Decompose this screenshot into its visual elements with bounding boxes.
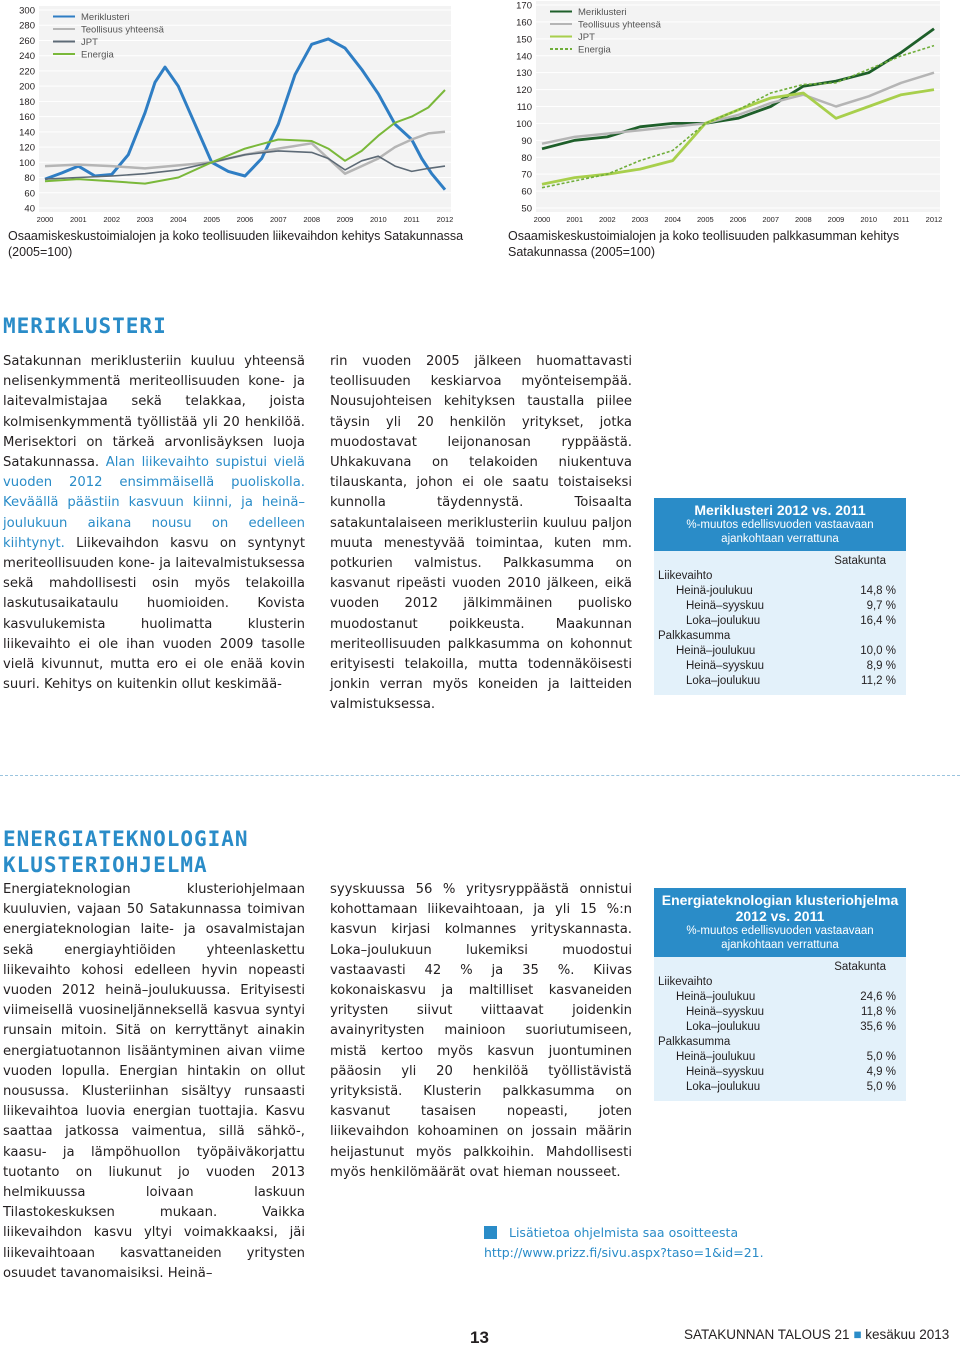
legend-label: Teollisuus yhteensä — [81, 24, 164, 36]
meriklusteri-stats-box — [654, 498, 906, 695]
x-tick-label: 2006 — [729, 215, 747, 224]
box-row-label: Heinä–syyskuu — [686, 1066, 764, 1078]
box-group-label — [654, 629, 906, 644]
box-row — [654, 1050, 906, 1065]
footer-separator: ■ — [853, 1327, 862, 1342]
box-group-label — [654, 975, 906, 990]
section-title-energiateknologia — [3, 826, 249, 878]
chart-revenue — [0, 0, 470, 228]
box-row-value — [826, 975, 906, 990]
x-tick-label: 2010 — [860, 215, 878, 224]
x-tick-label: 2006 — [236, 215, 254, 224]
meriklusteri-intro: Satakunnan meriklusteriin kuuluu yhteensä nelisenkymmentä meriteollisuuden kone- ja laitevalmistajaa sekä telakkaa, joista kolmisenkymmentä työllistää yli 20 henkilöä. Merisektori on tärkeä arvonlisäyksen luoja Satakunnassa. — [3, 354, 305, 471]
y-tick-label: 140 — [516, 51, 532, 63]
box-group-label — [654, 1035, 906, 1050]
y-tick-label: 240 — [19, 51, 35, 63]
y-tick-label: 130 — [516, 68, 532, 80]
footer-publication — [684, 1327, 949, 1342]
box-title: Energiateknologian klusteriohjelma 2012 vs. 2011 — [661, 892, 899, 924]
x-tick-label: 2007 — [269, 215, 287, 224]
page-number: 13 — [470, 1328, 489, 1347]
x-tick-label: 2012 — [925, 215, 943, 224]
box-row-value: 24,6 % — [860, 991, 896, 1003]
box-row-value — [826, 1035, 906, 1050]
box-row-value: 4,9 % — [866, 1066, 896, 1078]
box-row-value: 16,4 % — [860, 615, 896, 627]
meriklusteri-highlight: Alan liikevaihto supistui vielä vuoden 2012 ensimmäisellä puoliskolla. Keväällä päästiin kasvuun kiinni, ja heinä–joulukuun aikana nousu on edelleen kiihtynyt. — [3, 455, 305, 551]
y-tick-label: 140 — [19, 127, 35, 139]
y-tick-label: 60 — [24, 188, 35, 200]
box-row-value — [826, 569, 906, 584]
box-row-label: Loka–joulukuu — [686, 615, 761, 627]
y-tick-label: 220 — [19, 66, 35, 78]
y-tick-label: 260 — [19, 35, 35, 47]
x-tick-label: 2004 — [664, 215, 682, 224]
box-header — [654, 498, 906, 551]
box-subtitle: %-muutos edellisvuoden vastaavaan ajankohtaan verrattuna — [686, 925, 874, 951]
legend-label: Energia — [578, 44, 611, 56]
x-tick-label: 2000 — [533, 215, 551, 224]
x-tick-label: 2002 — [598, 215, 616, 224]
x-tick-label: 2012 — [436, 215, 454, 224]
box-row — [654, 674, 906, 689]
box-group-label — [654, 569, 906, 584]
box-row — [654, 614, 906, 629]
y-tick-label: 80 — [521, 152, 532, 164]
box-row-label: Heinä–syyskuu — [686, 660, 764, 672]
x-tick-label: 2002 — [103, 215, 121, 224]
chart-payroll — [490, 0, 960, 228]
y-tick-label: 200 — [19, 81, 35, 93]
square-bullet-icon — [484, 1226, 497, 1239]
info-note — [484, 1223, 954, 1263]
legend-label: Meriklusteri — [81, 12, 130, 23]
x-tick-label: 2005 — [203, 215, 221, 224]
box-row-label: Heinä–joulukuu — [676, 645, 756, 657]
x-tick-label: 2011 — [403, 215, 420, 224]
box-table — [654, 551, 906, 695]
section-title-line-1: ENERGIATEKNOLOGIAN — [3, 827, 249, 851]
box-row-label: Heinä-joulukuu — [676, 585, 753, 597]
y-tick-label: 60 — [521, 186, 532, 198]
legend-label: JPT — [81, 37, 98, 48]
section-title-meriklusteri: MERIKLUSTERI — [3, 314, 167, 338]
chart-payroll-caption: Osaamiskeskustoimialojen ja koko teollisuuden palkkasumman kehitys Satakunnassa (2005=100) — [508, 229, 900, 259]
energia-column-1 — [3, 880, 305, 1284]
y-tick-label: 100 — [19, 157, 35, 169]
meriklusteri-column-1 — [3, 352, 305, 695]
box-row-label: Palkkasumma — [658, 630, 731, 642]
footer-date: kesäkuu 2013 — [865, 1327, 950, 1342]
box-row-value — [826, 629, 906, 644]
x-tick-label: 2008 — [303, 215, 321, 224]
box-row — [654, 659, 906, 674]
x-tick-label: 2008 — [794, 215, 812, 224]
box-title: Meriklusteri 2012 vs. 2011 — [694, 502, 866, 518]
meriklusteri-column-2 — [330, 352, 632, 716]
box-row-label: Liikevaihto — [658, 570, 713, 582]
meriklusteri-body-2: rin vuoden 2005 jälkeen huomattavasti teollisuuden keskiarvoa myönteisempää. Nousujohteisen kehityksen taustalla piilee täysin yli 20 henkilön yritykset, jotka muodostavat leijonanosan ryppäästä. Uhkakuvana on telakoiden niukentuva tilauskanta, johon ei ole saatu toistaiseksi kunnolla täydennystä. Toisaalta satakuntalaiseen meriklusteriin kuuluu paljon muuta menestyvää toimintaa, kuten mm. potkurien valmistus. Palkkasumma on kasvanut ripeästi vuoden 2010 jälkeen, eikä vuoden 2012 jälkimmäinen puolisko muodostanut poikkeusta. Maakunnan meriteollisuuden palkkasumma on kohonnut erityisesti telakoilla, mutta todennäköisesti jonkin verran myös koneiden ja laitteiden valmistuksessa. — [330, 354, 632, 713]
energia-body-1: Energiateknologian klusteriohjelmaan kuuluvien, vajaan 50 Satakunnassa toimivan energiateknologian laite- ja osavalmistajan sekä energiayhtiöiden yhteenlaskettu liikevaihto kohosi edelleen hyvin nopeasti vuoden 2012 heinä–joulukuussa. Erityisesti viimeisellä vuosineljänneksellä kasvua syntyi runsain mitoin. Sitä on kerryttänyt ainakin energiatuotannon lisääntyminen aivan viime vuoden lopulla. Energian hintakin on ollut nousussa. Klusteriinhan sisältyy runsaasti liikevaihtoa luovia energian tuottajia. Kasvu saattaa jatkossa vaimentua, sillä sähkö-, kaasu- ja lämpöhuollon työpäiväkorjattu tuotanto on liukunut jo vuoden 2013 helmikuussa loivaan laskuun Tilastokeskuksen mukaan. Vaikka liikevaihdon kasvu yltyi voimakkaaksi, jäi liikevaihtoaan kasvattaneiden yritysten osuudet tavanomaisiksi. Heinä– — [3, 882, 305, 1281]
y-tick-label: 300 — [19, 5, 35, 17]
box-row — [654, 1065, 906, 1080]
y-tick-label: 160 — [516, 17, 532, 29]
energia-body-2: syyskuussa 56 % yritysryppäästä onnistui kohottamaan liikevaihtoaan, ja yli 15 %:n kasvun kirjasi kolmannes yrityskannasta. Loka–joulukuun lukemiksi muodostui vastaavasti 42 % ja 35 %. Kiivas kokonaiskasvu ja maltilliset kasvaneiden yritysten siivut viittaavat joidenkin avainyritysten mainioon suoriutumiseen, mistä kertoo myös kasvun juontuminen pääosin yli 20 henkilöä työllistävistä yrityksistä. Klusterin palkkasumma on kasvanut tasaisen nopeasti, joten liikevaihdon kohoaminen on jossain määrin heijastunut myös palkkoihin. Mahdollisesti myös henkilömäärät ovat hieman nousseet. — [330, 882, 632, 1180]
x-tick-label: 2010 — [369, 215, 387, 224]
x-tick-label: 2000 — [36, 215, 54, 224]
y-tick-label: 80 — [24, 173, 35, 185]
y-tick-label: 40 — [24, 203, 35, 215]
box-row — [654, 644, 906, 659]
box-row-value: 11,2 % — [861, 675, 896, 687]
y-tick-label: 180 — [19, 96, 35, 108]
box-column-header: Satakunta — [834, 555, 886, 567]
box-row-label: Heinä–joulukuu — [676, 991, 756, 1003]
box-row-label: Loka–joulukuu — [686, 1081, 761, 1093]
y-tick-label: 170 — [516, 0, 532, 12]
box-row — [654, 990, 906, 1005]
legend-label: Energia — [81, 49, 114, 61]
y-tick-label: 120 — [19, 142, 35, 154]
x-tick-label: 2011 — [893, 215, 910, 224]
box-table — [654, 957, 906, 1101]
x-tick-label: 2003 — [136, 215, 154, 224]
box-row — [654, 1020, 906, 1035]
box-subtitle: %-muutos edellisvuoden vastaavaan ajankohtaan verrattuna — [686, 519, 874, 545]
box-row-label: Liikevaihto — [658, 976, 713, 988]
section-divider — [0, 775, 960, 776]
y-tick-label: 100 — [516, 118, 532, 130]
y-tick-label: 50 — [521, 203, 532, 215]
y-tick-label: 280 — [19, 20, 35, 32]
box-row — [654, 584, 906, 599]
x-tick-label: 2009 — [827, 215, 845, 224]
x-tick-label: 2001 — [566, 215, 584, 224]
x-tick-label: 2009 — [336, 215, 354, 224]
legend-label: Teollisuus yhteensä — [578, 19, 661, 31]
box-row-label: Loka–joulukuu — [686, 675, 761, 687]
energia-column-2 — [330, 880, 632, 1183]
box-row — [654, 1080, 906, 1095]
x-tick-label: 2004 — [169, 215, 187, 224]
info-link[interactable]: http://www.prizz.fi/sivu.aspx?taso=1&id=21. — [484, 1245, 764, 1260]
box-header — [654, 888, 906, 957]
y-tick-label: 90 — [521, 135, 532, 147]
x-tick-label: 2003 — [631, 215, 649, 224]
footer-publication-name: SATAKUNNAN TALOUS 21 — [684, 1327, 850, 1342]
x-tick-label: 2005 — [696, 215, 714, 224]
box-row-value: 35,6 % — [860, 1021, 896, 1033]
energia-stats-box — [654, 888, 906, 1101]
box-row-label: Heinä–syyskuu — [686, 600, 764, 612]
box-row-label: Heinä–joulukuu — [676, 1051, 756, 1063]
box-row-value: 14,8 % — [860, 585, 896, 597]
box-row-value: 10,0 % — [860, 645, 896, 657]
box-row-value: 9,7 % — [866, 600, 896, 612]
box-column-header: Satakunta — [834, 961, 886, 973]
y-tick-label: 70 — [521, 169, 532, 181]
box-row-label: Heinä–syyskuu — [686, 1006, 764, 1018]
legend-label: Meriklusteri — [578, 7, 627, 18]
y-tick-label: 110 — [516, 102, 532, 113]
info-text: Lisätietoa ohjelmista saa osoitteesta — [509, 1225, 739, 1240]
box-row — [654, 599, 906, 614]
box-row-label: Loka–joulukuu — [686, 1021, 761, 1033]
box-row-value: 5,0 % — [866, 1051, 896, 1063]
meriklusteri-body: Liikevaihdon kasvu on syntynyt meriteollisuuden kone- ja laitevalmistuksessa sekä mahdollisesti osin myös telakoilla laskutusaikataulu huomioiden. Kovista kasvulukemista huolimatta klusterin liikevaihto ei ole ihan vuoden 2009 tasolle vielä kivunnut, mutta ero ei ole enää kovin suuri. Kehitys on kuitenkin ollut keskimää- — [3, 535, 306, 693]
box-row-value: 11,8 % — [861, 1006, 896, 1018]
x-tick-label: 2007 — [762, 215, 780, 224]
section-title-line-2: KLUSTERIOHJELMA — [3, 853, 208, 877]
box-row-value: 5,0 % — [866, 1081, 896, 1093]
y-tick-label: 160 — [19, 112, 35, 124]
box-row-label: Palkkasumma — [658, 1036, 731, 1048]
box-row-value: 8,9 % — [866, 660, 896, 672]
y-tick-label: 120 — [516, 85, 532, 97]
legend-label: JPT — [578, 32, 595, 43]
x-tick-label: 2001 — [69, 215, 87, 224]
y-tick-label: 150 — [516, 34, 532, 46]
box-row — [654, 1005, 906, 1020]
chart-revenue-caption: Osaamiskeskustoimialojen ja koko teollisuuden liikevaihdon kehitys Satakunnassa (2005=100) — [8, 229, 464, 259]
